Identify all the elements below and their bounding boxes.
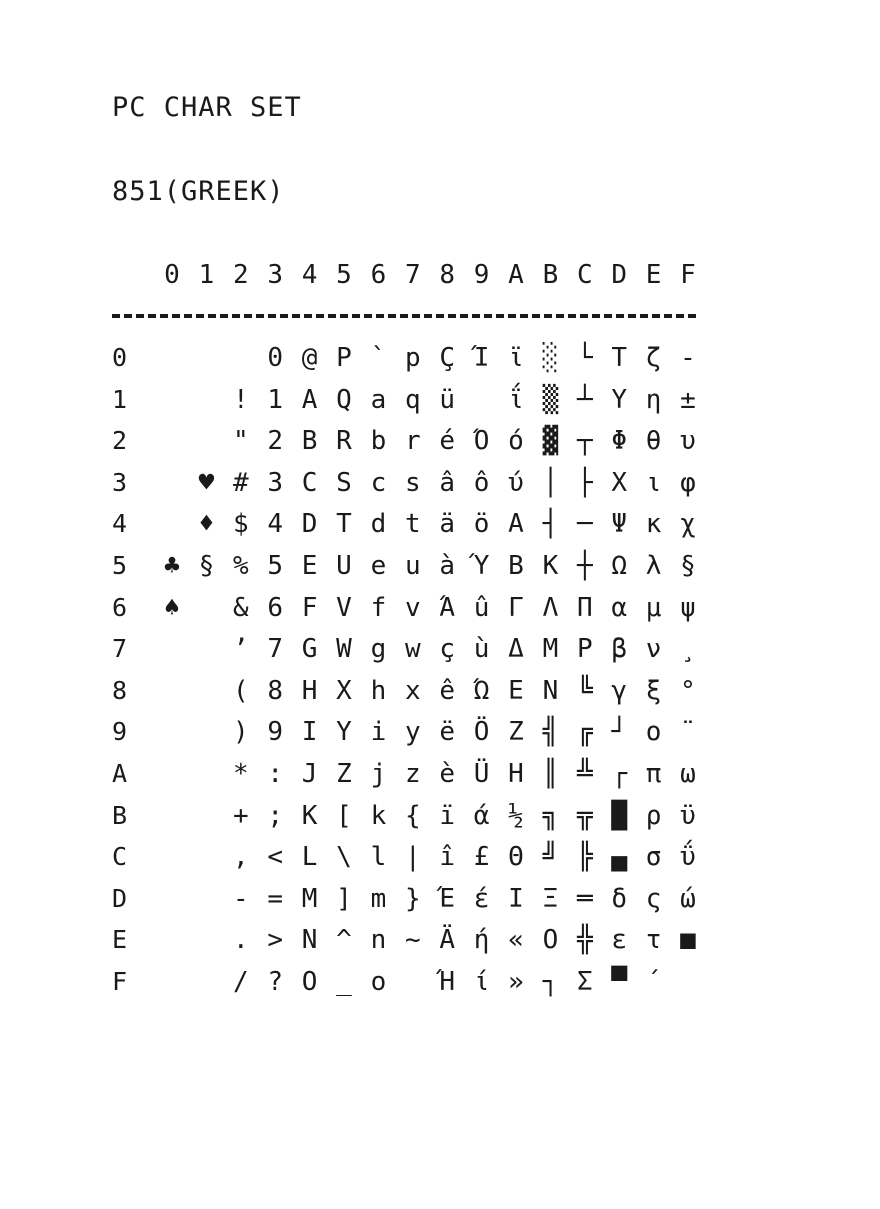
char-cell: Ι	[508, 883, 524, 914]
column-header: 2	[232, 260, 249, 290]
row-header: 0	[112, 343, 128, 372]
char-cell: /	[232, 967, 249, 997]
char-cell: Υ	[611, 384, 628, 415]
char-cell: ώ	[680, 883, 696, 914]
char-cell: ░	[542, 343, 559, 373]
char-cell: δ	[611, 883, 628, 914]
char-cell: _	[336, 967, 352, 997]
char-cell: ’	[232, 634, 249, 665]
char-cell: &	[232, 592, 249, 623]
char-cell: ;	[267, 800, 284, 831]
char-cell: J	[301, 759, 318, 789]
char-cell: Μ	[542, 634, 559, 665]
char-cell: 6	[267, 592, 284, 623]
row-header: 3	[112, 467, 128, 497]
char-cell: ö	[473, 509, 490, 540]
char-cell: ό	[508, 426, 524, 457]
char-cell: ├	[576, 467, 593, 498]
char-cell: â	[439, 467, 456, 498]
char-cell: ─	[576, 509, 593, 540]
char-cell: s	[404, 467, 421, 498]
char-cell: ╩	[576, 759, 593, 789]
char-cell: «	[508, 925, 524, 956]
char-cell: ╬	[576, 925, 593, 956]
char-cell: à	[439, 551, 456, 581]
char-cell: }	[404, 883, 421, 914]
char-cell: Λ	[542, 592, 559, 623]
char-cell: -	[232, 883, 249, 914]
char-cell: ┴	[576, 384, 593, 415]
char-cell: W	[336, 634, 352, 665]
char-cell: έ	[473, 883, 490, 914]
char-cell: Ε	[508, 675, 524, 706]
char-cell: 2	[267, 426, 284, 457]
char-cell: ς	[645, 883, 662, 914]
row-header: E	[112, 925, 128, 955]
char-cell: ▒	[542, 384, 559, 415]
char-cell: :	[267, 759, 284, 789]
char-cell: q	[404, 384, 421, 415]
char-cell: ═	[576, 883, 593, 914]
row-header: A	[112, 759, 128, 788]
char-cell: D	[301, 509, 318, 540]
char-cell: └	[576, 343, 593, 373]
char-cell: A	[301, 384, 318, 415]
char-cell: "	[232, 426, 249, 457]
char-cell: (	[232, 675, 249, 706]
char-cell: 8	[267, 675, 284, 706]
char-cell: 5	[267, 551, 284, 581]
char-cell: χ	[680, 509, 696, 540]
char-cell: Α	[508, 509, 524, 540]
char-cell: @	[301, 343, 318, 373]
char-cell: ┌	[611, 759, 628, 789]
char-cell: γ	[611, 675, 628, 706]
char-cell: h	[370, 675, 387, 706]
char-cell: ϋ	[680, 800, 696, 831]
char-cell: ά	[473, 800, 490, 831]
char-cell: Π	[576, 592, 593, 623]
char-cell: ║	[542, 759, 559, 789]
char-cell: ï	[439, 800, 456, 831]
char-cell: ν	[645, 634, 662, 665]
char-cell: Κ	[542, 551, 559, 581]
char-cell: §	[680, 551, 696, 581]
row-header: B	[112, 800, 128, 830]
char-cell: C	[301, 467, 318, 498]
char-cell: Ή	[439, 967, 456, 997]
row-header: 1	[112, 384, 128, 414]
char-cell: Ά	[439, 592, 456, 623]
char-cell: ╠	[576, 842, 593, 873]
column-header: 4	[301, 260, 318, 290]
row-header: 7	[112, 634, 128, 664]
row-header: D	[112, 883, 128, 913]
char-cell: %	[232, 551, 249, 581]
char-cell: Ρ	[576, 634, 593, 665]
char-cell: ½	[508, 800, 524, 831]
char-cell: y	[404, 717, 421, 748]
char-cell: 7	[267, 634, 284, 665]
char-cell: .	[232, 925, 249, 956]
column-header: 7	[404, 260, 421, 290]
char-cell: 1	[267, 384, 284, 415]
char-cell: ╚	[576, 675, 593, 706]
char-cell: ι	[645, 467, 662, 498]
char-cell: ╦	[576, 800, 593, 831]
char-cell: c	[370, 467, 387, 498]
row-header: 5	[112, 551, 128, 580]
char-cell: H	[301, 675, 318, 706]
char-cell: υ	[680, 426, 696, 457]
column-header: 6	[370, 260, 387, 290]
char-cell: ^	[336, 925, 352, 956]
column-header: 5	[336, 260, 352, 290]
char-cell: ╔	[576, 717, 593, 748]
char-cell: K	[301, 800, 318, 831]
char-cell: ╣	[542, 717, 559, 748]
char-cell: l	[370, 842, 387, 873]
char-cell: 3	[267, 467, 284, 498]
char-cell: |	[404, 842, 421, 873]
char-cell: ô	[473, 467, 490, 498]
char-cell: ¨	[680, 717, 696, 748]
char-cell: j	[370, 759, 387, 789]
column-header: 1	[198, 260, 215, 290]
char-cell: Φ	[611, 426, 628, 457]
char-cell: ╗	[542, 800, 559, 831]
page-title: PC CHAR SET	[112, 92, 302, 123]
char-cell: e	[370, 551, 387, 581]
char-cell: Ό	[473, 426, 490, 457]
char-cell: Έ	[439, 883, 456, 914]
column-header: C	[576, 260, 593, 290]
char-cell: \	[336, 842, 352, 873]
char-cell: î	[439, 842, 456, 873]
char-cell: ί	[473, 967, 490, 997]
char-cell: Ç	[439, 343, 456, 373]
char-cell: ♥	[198, 467, 215, 498]
char-cell: η	[645, 384, 662, 415]
char-cell: ┐	[542, 967, 559, 997]
char-cell: θ	[645, 426, 662, 457]
char-cell: {	[404, 800, 421, 831]
char-cell: Ζ	[508, 717, 524, 748]
char-cell: Η	[508, 759, 524, 789]
char-cell: Ο	[542, 925, 559, 956]
char-cell: ê	[439, 675, 456, 706]
column-header: 3	[267, 260, 284, 290]
char-cell: ▓	[542, 426, 559, 457]
char-cell: f	[370, 592, 387, 623]
char-cell: V	[336, 592, 352, 623]
char-cell: σ	[645, 842, 662, 873]
row-header: 8	[112, 675, 128, 705]
char-cell: N	[301, 925, 318, 956]
char-cell: $	[232, 509, 249, 540]
char-cell: ω	[680, 759, 696, 789]
row-header: 9	[112, 717, 128, 747]
row-header: F	[112, 967, 128, 996]
char-cell: │	[542, 467, 559, 498]
char-cell: λ	[645, 551, 662, 581]
char-cell: u	[404, 551, 421, 581]
char-cell: ▄	[611, 842, 628, 873]
char-cell: è	[439, 759, 456, 789]
char-cell: Ί	[473, 343, 490, 373]
char-cell: v	[404, 592, 421, 623]
char-cell: ,	[232, 842, 249, 873]
char-cell: ψ	[680, 592, 696, 623]
char-cell: Τ	[611, 343, 628, 373]
char-cell: ξ	[645, 675, 662, 706]
column-header: E	[645, 260, 662, 290]
char-cell: p	[404, 343, 421, 373]
char-cell: ο	[645, 717, 662, 748]
char-cell: █	[611, 800, 628, 831]
char-cell: x	[404, 675, 421, 706]
char-cell: τ	[645, 925, 662, 956]
char-cell: ~	[404, 925, 421, 956]
char-cell: û	[473, 592, 490, 623]
char-cell: Ü	[473, 759, 490, 789]
char-cell: ¸	[680, 634, 696, 665]
column-header: B	[542, 260, 559, 290]
row-header: 2	[112, 426, 128, 456]
char-cell: π	[645, 759, 662, 789]
char-cell: ▀	[611, 967, 628, 997]
char-cell: ή	[473, 925, 490, 956]
char-cell: t	[404, 509, 421, 540]
char-cell: k	[370, 800, 387, 831]
char-cell: »	[508, 967, 524, 997]
char-cell: α	[611, 592, 628, 623]
char-cell: =	[267, 883, 284, 914]
char-cell: ■	[680, 925, 696, 956]
char-cell: Ψ	[611, 509, 628, 540]
column-header: A	[508, 260, 524, 290]
char-cell: L	[301, 842, 318, 873]
char-cell: i	[370, 717, 387, 748]
char-cell: F	[301, 592, 318, 623]
char-cell: G	[301, 634, 318, 665]
char-cell: ç	[439, 634, 456, 665]
char-cell: ±	[680, 384, 696, 415]
row-header: 6	[112, 592, 128, 622]
char-cell: O	[301, 967, 318, 997]
char-cell: ΰ	[680, 842, 696, 873]
char-cell: I	[301, 717, 318, 748]
char-cell: <	[267, 842, 284, 873]
column-header: 0	[164, 260, 180, 290]
column-header: 8	[439, 260, 456, 290]
char-cell: Σ	[576, 967, 593, 997]
char-cell: T	[336, 509, 352, 540]
char-cell: g	[370, 634, 387, 665]
char-cell: m	[370, 883, 387, 914]
char-cell: ä	[439, 509, 456, 540]
char-cell: Β	[508, 551, 524, 581]
char-cell: κ	[645, 509, 662, 540]
char-cell: Χ	[611, 467, 628, 498]
char-cell: a	[370, 384, 387, 415]
char-cell: r	[404, 426, 421, 457]
char-cell: M	[301, 883, 318, 914]
char-cell: φ	[680, 467, 696, 498]
char-cell: ύ	[508, 467, 524, 498]
char-cell: ΄	[645, 967, 662, 997]
char-cell: 9	[267, 717, 284, 748]
char-cell: >	[267, 925, 284, 956]
row-header: 4	[112, 509, 128, 539]
char-cell: ]	[336, 883, 352, 914]
char-cell: !	[232, 384, 249, 415]
char-cell: Ö	[473, 717, 490, 748]
char-cell: ù	[473, 634, 490, 665]
char-cell: ζ	[645, 343, 662, 373]
char-cell: X	[336, 675, 352, 706]
char-cell: Θ	[508, 842, 524, 873]
char-cell: *	[232, 759, 249, 789]
char-cell: Δ	[508, 634, 524, 665]
char-cell: Γ	[508, 592, 524, 623]
char-cell: ë	[439, 717, 456, 748]
char-cell: )	[232, 717, 249, 748]
char-cell: d	[370, 509, 387, 540]
char-cell: Ω	[611, 551, 628, 581]
charset-name: 851(GREEK)	[112, 176, 285, 207]
char-cell: °	[680, 675, 696, 706]
char-cell: β	[611, 634, 628, 665]
column-header: F	[680, 260, 696, 290]
char-cell: £	[473, 842, 490, 873]
char-cell: -	[680, 343, 696, 373]
char-cell: o	[370, 967, 387, 997]
char-cell: §	[198, 551, 215, 581]
char-cell: ┬	[576, 426, 593, 457]
char-cell: ♦	[198, 509, 215, 540]
char-cell: ┘	[611, 717, 628, 748]
char-cell: #	[232, 467, 249, 498]
char-cell: U	[336, 551, 352, 581]
char-cell: P	[336, 343, 352, 373]
char-cell: 0	[267, 343, 284, 373]
row-header: C	[112, 842, 128, 872]
char-cell: Ξ	[542, 883, 559, 914]
column-header: D	[611, 260, 628, 290]
char-cell: é	[439, 426, 456, 457]
char-cell: b	[370, 426, 387, 457]
char-cell: ?	[267, 967, 284, 997]
header-divider	[112, 314, 696, 318]
char-cell: E	[301, 551, 318, 581]
char-cell: Ä	[439, 925, 456, 956]
char-cell: ü	[439, 384, 456, 415]
char-cell: ΐ	[508, 384, 524, 415]
char-cell: 4	[267, 509, 284, 540]
char-cell: Ώ	[473, 675, 490, 706]
char-cell: ♣	[164, 551, 180, 581]
char-cell: n	[370, 925, 387, 956]
char-cell: +	[232, 800, 249, 831]
char-cell: ♠	[164, 592, 180, 623]
char-cell: `	[370, 343, 387, 373]
char-cell: ┼	[576, 551, 593, 581]
char-cell: [	[336, 800, 352, 831]
char-cell: ρ	[645, 800, 662, 831]
char-cell: μ	[645, 592, 662, 623]
char-cell: ε	[611, 925, 628, 956]
char-cell: ϊ	[508, 343, 524, 373]
char-cell: ┤	[542, 509, 559, 540]
column-header: 9	[473, 260, 490, 290]
char-cell: Y	[336, 717, 352, 748]
char-cell: Ύ	[473, 551, 490, 581]
char-cell: Ν	[542, 675, 559, 706]
char-cell: R	[336, 426, 352, 457]
char-cell: S	[336, 467, 352, 498]
char-cell: ╝	[542, 842, 559, 873]
char-cell: z	[404, 759, 421, 789]
char-cell: Q	[336, 384, 352, 415]
char-cell: Z	[336, 759, 352, 789]
char-cell: B	[301, 426, 318, 457]
char-cell: w	[404, 634, 421, 665]
